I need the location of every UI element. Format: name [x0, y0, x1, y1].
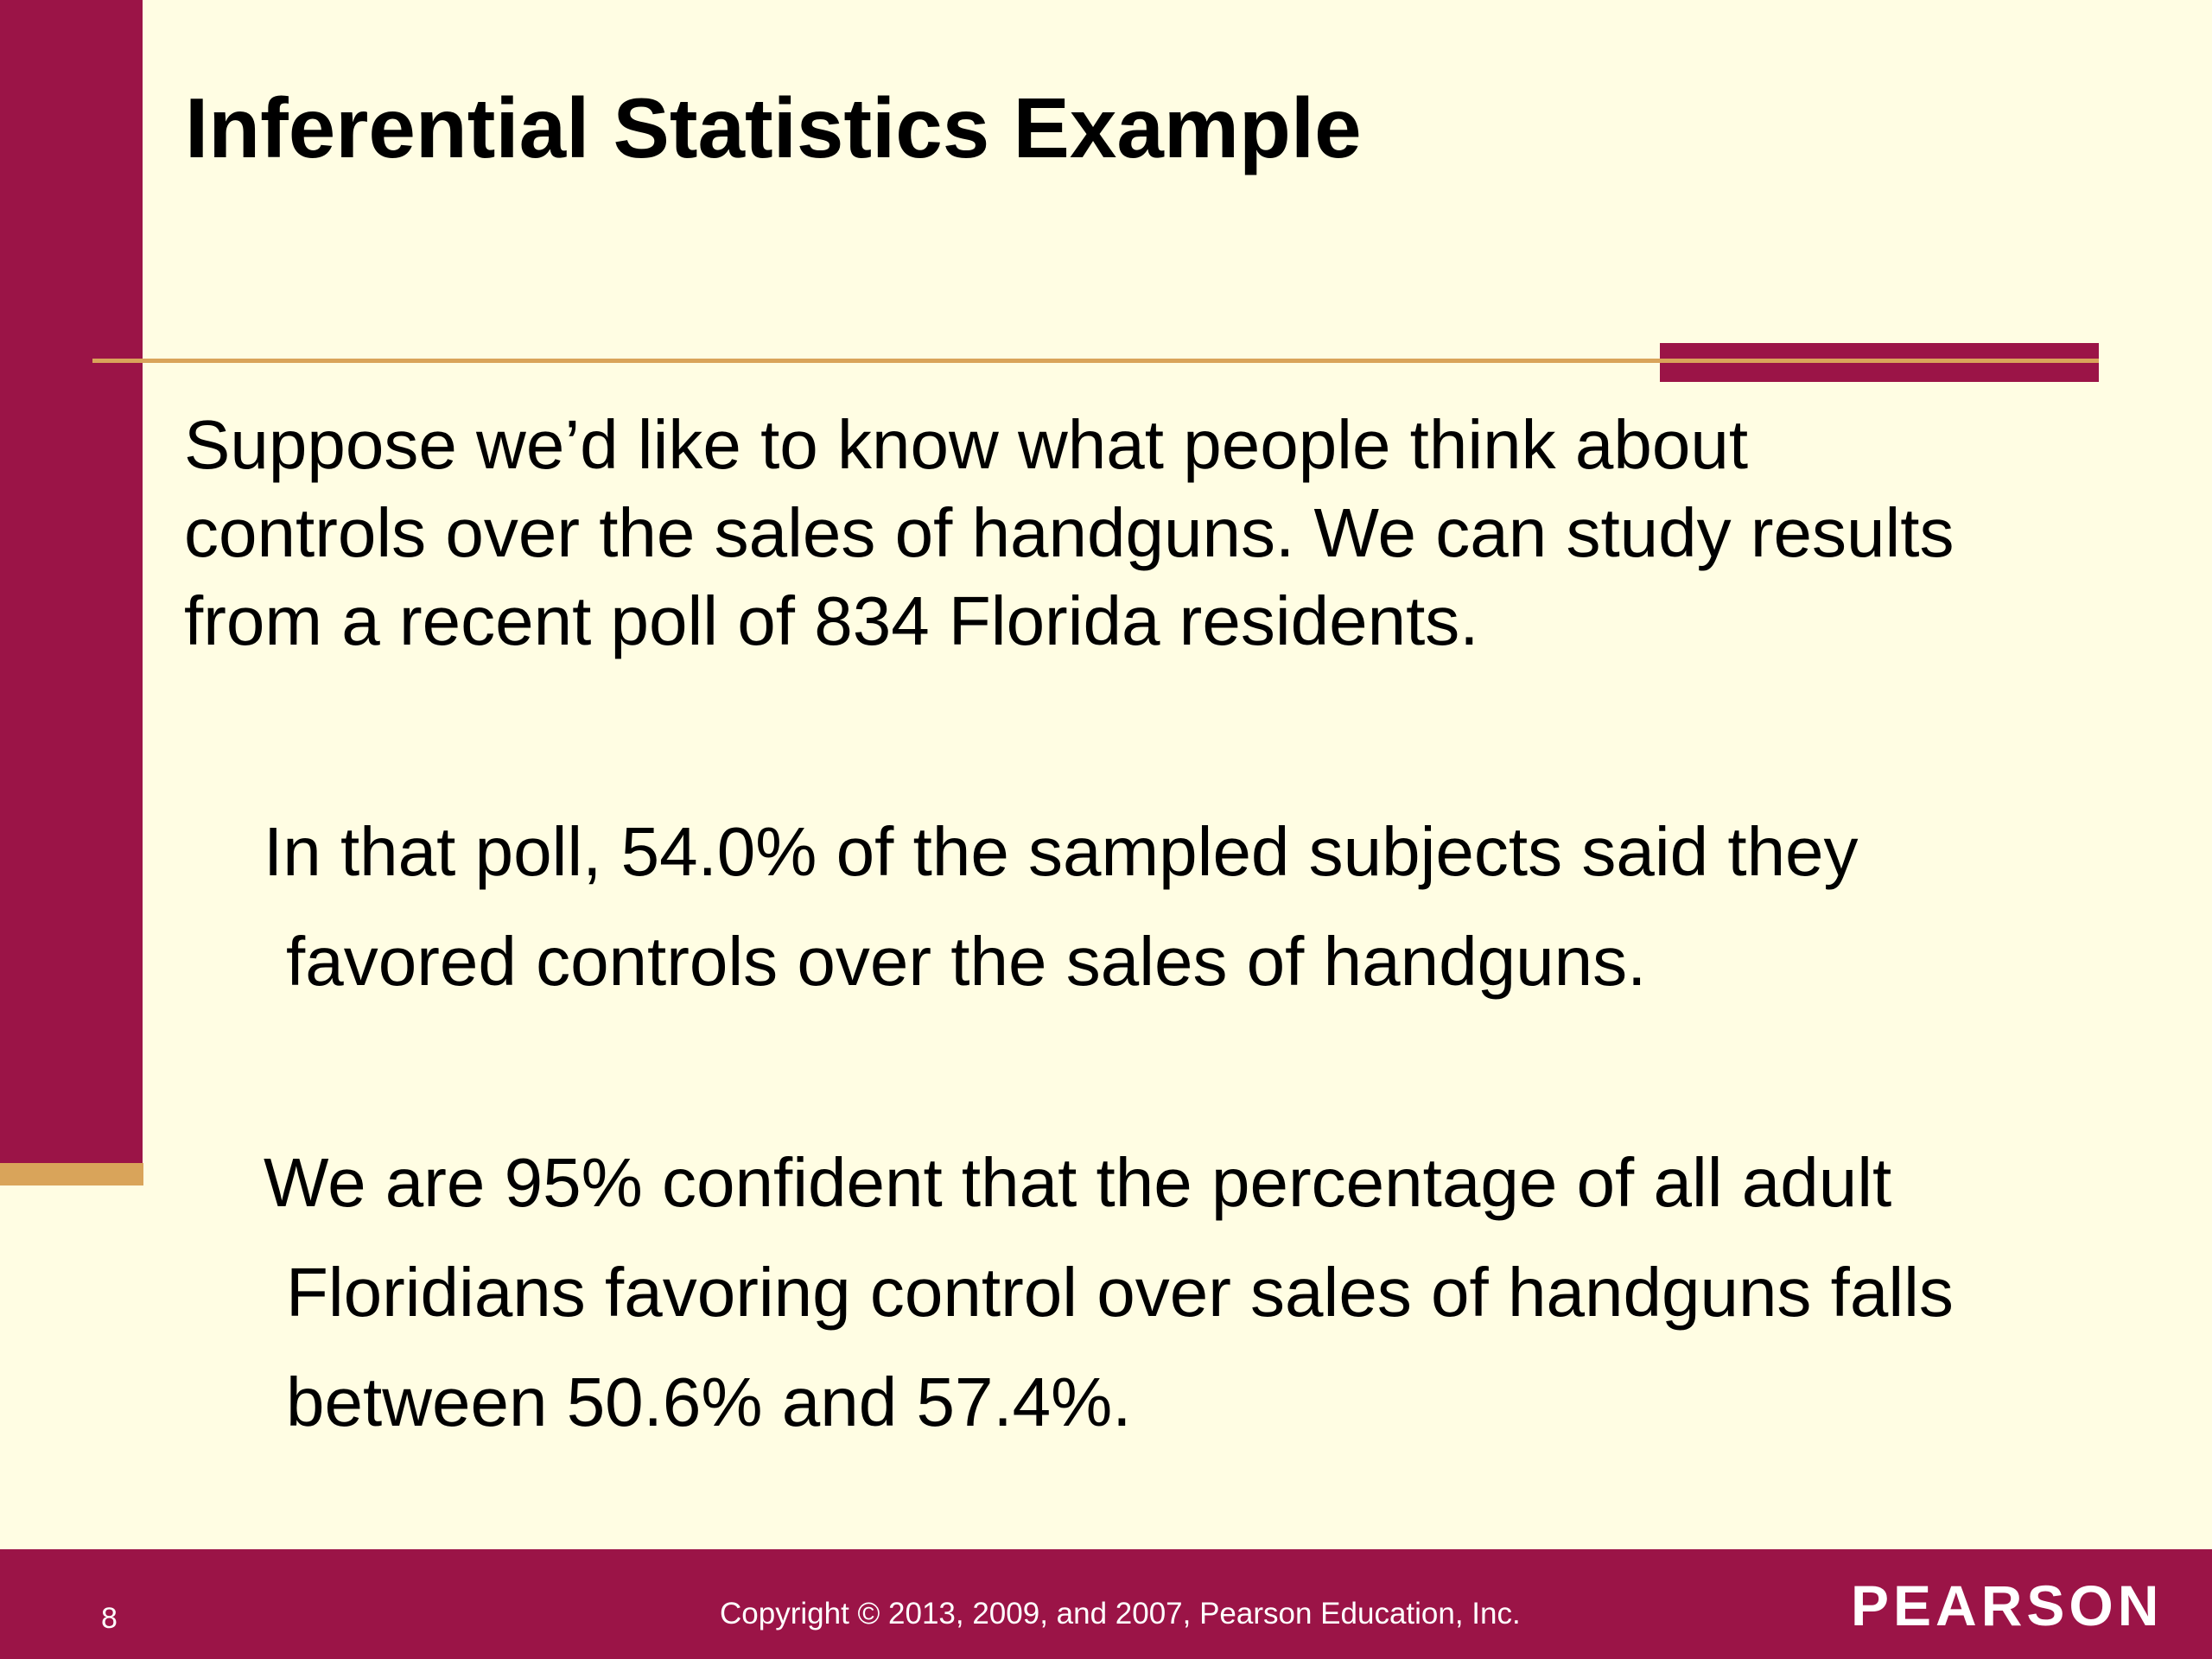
- page-number: 8: [101, 1602, 118, 1635]
- paragraph-line: controls over the sales of handguns. We can study results: [184, 494, 1955, 571]
- paragraph-line: between 50.6% and 57.4%.: [286, 1363, 1132, 1440]
- paragraph-line: Floridians favoring control over sales of handguns falls: [286, 1254, 1954, 1331]
- paragraph-line: from a recent poll of 834 Florida residents.: [184, 582, 1479, 659]
- paragraph-line: Suppose we’d like to know what people think about: [184, 406, 1749, 483]
- slide-title: Inferential Statistics Example: [185, 80, 1362, 175]
- left-accent-bar: [0, 0, 143, 1165]
- paragraph-confidence: [264, 1128, 2121, 1457]
- paragraph-intro: [184, 401, 2111, 665]
- paragraph-line: In that poll, 54.0% of the sampled subjects said they: [264, 813, 1859, 890]
- paragraph-line: favored controls over the sales of handguns.: [286, 923, 1647, 1000]
- title-divider-stripe: [1660, 359, 2099, 363]
- left-accent-stripe: [0, 1163, 143, 1185]
- title-divider-line: [92, 359, 1665, 363]
- copyright-notice: Copyright © 2013, 2009, and 2007, Pearson Education, Inc.: [720, 1597, 1521, 1630]
- pearson-logo: PEARSON: [1851, 1573, 2164, 1637]
- paragraph-poll-result: [264, 797, 2121, 1016]
- paragraph-line: We are 95% confident that the percentage of all adult: [264, 1144, 1892, 1221]
